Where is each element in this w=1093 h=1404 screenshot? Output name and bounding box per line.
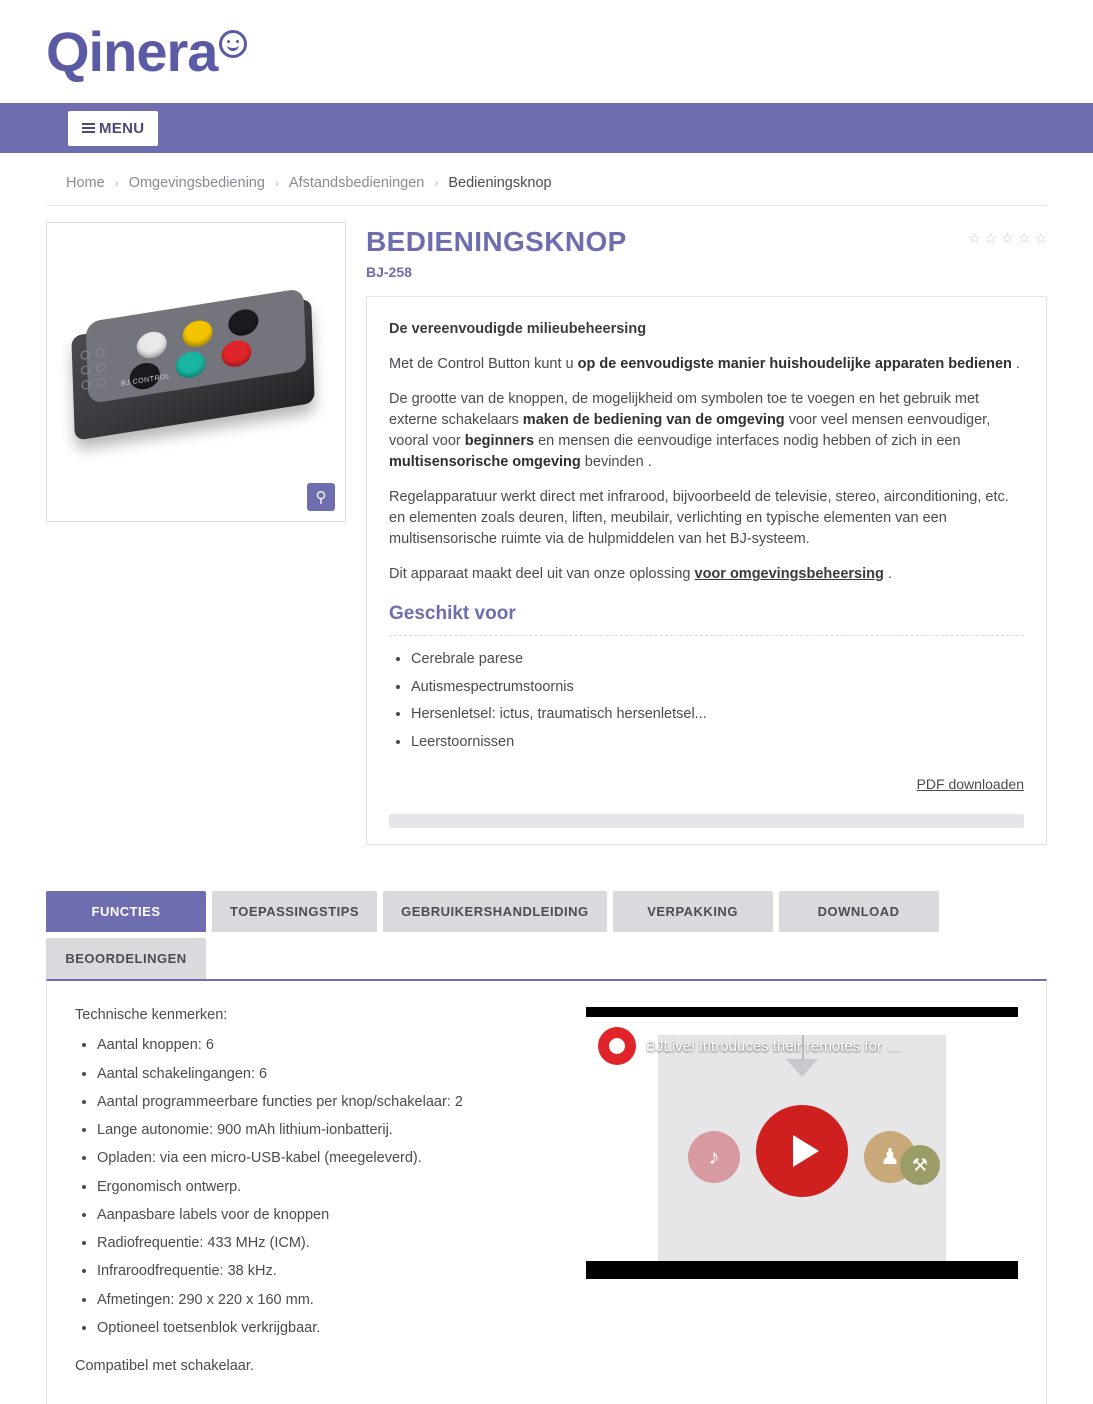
- list-item: • Afmetingen: 290 x 220 x 160 mm.: [97, 1286, 558, 1314]
- list-item: • Radiofrequentie: 433 MHz (ICM).: [97, 1229, 558, 1257]
- list-item: • Ergonomisch ontwerp.: [97, 1173, 558, 1201]
- text-fragment: Dit apparaat maakt deel uit van onze oplossing: [389, 566, 695, 583]
- list-item: • Hersenletsel: ictus, traumatisch hersenletsel...: [411, 701, 1024, 729]
- technical-specifications: [75, 1007, 558, 1374]
- list-item: • Optioneel toetsenblok verkrijgbaar.: [97, 1314, 558, 1342]
- list-item: • Leerstoornissen: [411, 729, 1024, 757]
- specs-footer: Compatibel met schakelaar.: [75, 1358, 254, 1375]
- description-paragraph-3: Regelapparatuur werkt direct met infrarood, bijvoorbeeld de televisie, stereo, airconditioning, etc. en elementen zoals deuren, liften, meubilair, verlichting en typische elementen van een multisensorische ruimte via de hulpmiddelen van het BJ-systeem.: [389, 489, 1009, 548]
- breadcrumb: [46, 153, 1047, 206]
- text-fragment: .: [1011, 356, 1020, 373]
- breadcrumb-item-current: Bedieningsknop: [448, 175, 552, 191]
- device-brand-label: BJ CONTROL: [120, 373, 171, 388]
- device-button-red: [221, 338, 252, 369]
- video-player[interactable]: [586, 1007, 1018, 1279]
- list-item: • Cerebrale parese: [411, 646, 1024, 674]
- placeholder-bar: [389, 814, 1024, 828]
- tab-download[interactable]: DOWNLOAD: [779, 891, 939, 932]
- breadcrumb-item-omgevingsbediening[interactable]: Omgevingsbediening: [128, 175, 265, 191]
- tools-icon: ⚒: [900, 1145, 940, 1185]
- tab-functies[interactable]: FUNCTIES: [46, 891, 206, 932]
- tab-gebruikershandleiding[interactable]: GEBRUIKERSHANDLEIDING: [383, 891, 606, 932]
- specs-list: [75, 1031, 558, 1342]
- list-item: • Aanpasbare labels voor de knoppen: [97, 1201, 558, 1229]
- text-emphasis: beginners: [464, 433, 535, 450]
- product-reference: BJ-258: [366, 264, 412, 280]
- brand-name: Qinera: [46, 19, 218, 83]
- product-section: [0, 206, 1093, 845]
- pdf-download-row: [389, 776, 1024, 794]
- video-title[interactable]: BJLive! introduces their remotes for …: [646, 1037, 902, 1055]
- menu-button[interactable]: [68, 111, 158, 146]
- product-description-card: [366, 296, 1047, 845]
- suitable-for-list: [389, 646, 1024, 756]
- music-note-icon: ♪: [688, 1131, 740, 1183]
- magnifier-plus-icon[interactable]: ⚲: [307, 483, 335, 511]
- suitable-for-heading: Geschikt voor: [389, 603, 1024, 636]
- text-fragment: Met de Control Button kunt u: [389, 356, 578, 373]
- text-fragment: en mensen die eenvoudige interfaces nodig hebben of zich in een: [534, 433, 961, 450]
- device-ports-icon: [78, 342, 123, 389]
- device-button-teal: [175, 350, 206, 381]
- device-button-black-1: [228, 307, 259, 338]
- breadcrumb-item-home[interactable]: Home: [66, 175, 105, 191]
- tab-verpakking[interactable]: VERPAKKING: [613, 891, 773, 932]
- channel-avatar-icon[interactable]: [598, 1027, 636, 1065]
- tab-beoordelingen[interactable]: BEOORDELINGEN: [46, 938, 206, 979]
- product-image: [65, 295, 330, 445]
- list-item: • Lange autonomie: 900 mAh lithium-ionbatterij.: [97, 1116, 558, 1144]
- list-item: • Aantal schakelingangen: 6: [97, 1060, 558, 1088]
- brand-logo[interactable]: [46, 19, 247, 83]
- video-title-bar: [586, 1021, 1018, 1071]
- description-paragraph-1: [389, 354, 1024, 375]
- text-emphasis: op de eenvoudigste manier huishoudelijke apparaten bedienen: [577, 356, 1012, 373]
- person-icon: ♟: [864, 1131, 916, 1183]
- star-icon-3[interactable]: ☆: [1001, 230, 1014, 246]
- specs-heading: Technische kenmerken:: [75, 1007, 228, 1024]
- hamburger-icon: [82, 123, 95, 133]
- environmental-control-link[interactable]: voor omgevingsbeheersing: [694, 566, 884, 583]
- text-fragment: .: [883, 566, 892, 583]
- star-icon-2[interactable]: ☆: [984, 230, 998, 246]
- menu-button-label: MENU: [99, 119, 145, 137]
- list-item: • Infraroodfrequentie: 38 kHz.: [97, 1257, 558, 1285]
- list-item: • Aantal programmeerbare functies per knop/schakelaar: 2: [97, 1088, 558, 1116]
- text-fragment: De grootte van de knoppen, de mogelijkheid om symbolen toe te voegen en het gebruik met externe schakelaars: [389, 391, 980, 429]
- list-item: • Autismespectrumstoornis: [411, 674, 1024, 702]
- description-paragraph-2: [389, 389, 1024, 473]
- star-icon-4[interactable]: ☆: [1017, 230, 1031, 246]
- device-button-white: [136, 330, 167, 361]
- breadcrumb-item-afstandsbedieningen[interactable]: Afstandsbedieningen: [288, 175, 425, 191]
- chevron-right-icon: ›: [434, 176, 439, 190]
- smiley-icon: [219, 30, 247, 58]
- play-button-icon[interactable]: [756, 1105, 848, 1197]
- list-item: • Opladen: via een micro-USB-kabel (meegeleverd).: [97, 1144, 558, 1172]
- tab-toepassingstips[interactable]: TOEPASSINGSTIPS: [212, 891, 377, 932]
- text-fragment: voor veel mensen eenvoudiger, vooral voor: [389, 412, 991, 450]
- rating-stars[interactable]: [968, 222, 1047, 247]
- chevron-right-icon: ›: [274, 176, 279, 190]
- product-info: [366, 222, 1047, 845]
- text-fragment: bevinden .: [580, 454, 652, 471]
- star-icon-1[interactable]: ☆: [968, 230, 981, 246]
- list-item: • Aantal knoppen: 6: [97, 1031, 558, 1059]
- tab-panel-functies: [46, 979, 1047, 1404]
- star-icon-5[interactable]: ☆: [1034, 230, 1047, 246]
- tab-list: [46, 891, 1047, 979]
- text-emphasis: multisensorische omgeving: [389, 454, 581, 471]
- text-emphasis: maken de bediening van de omgeving: [522, 412, 785, 429]
- description-paragraph-4: [389, 564, 1024, 585]
- pdf-download-link[interactable]: PDF downloaden: [916, 776, 1024, 793]
- site-header: [0, 0, 1093, 103]
- chevron-right-icon: ›: [114, 176, 119, 190]
- product-tabs-section: [46, 891, 1047, 1404]
- product-gallery[interactable]: [46, 222, 346, 522]
- page-title: BEDIENINGSKNOP: [366, 226, 627, 257]
- main-navigation-bar: [0, 103, 1093, 153]
- device-button-yellow: [182, 318, 213, 349]
- description-lead: De vereenvoudigde milieubeheersing: [389, 321, 647, 337]
